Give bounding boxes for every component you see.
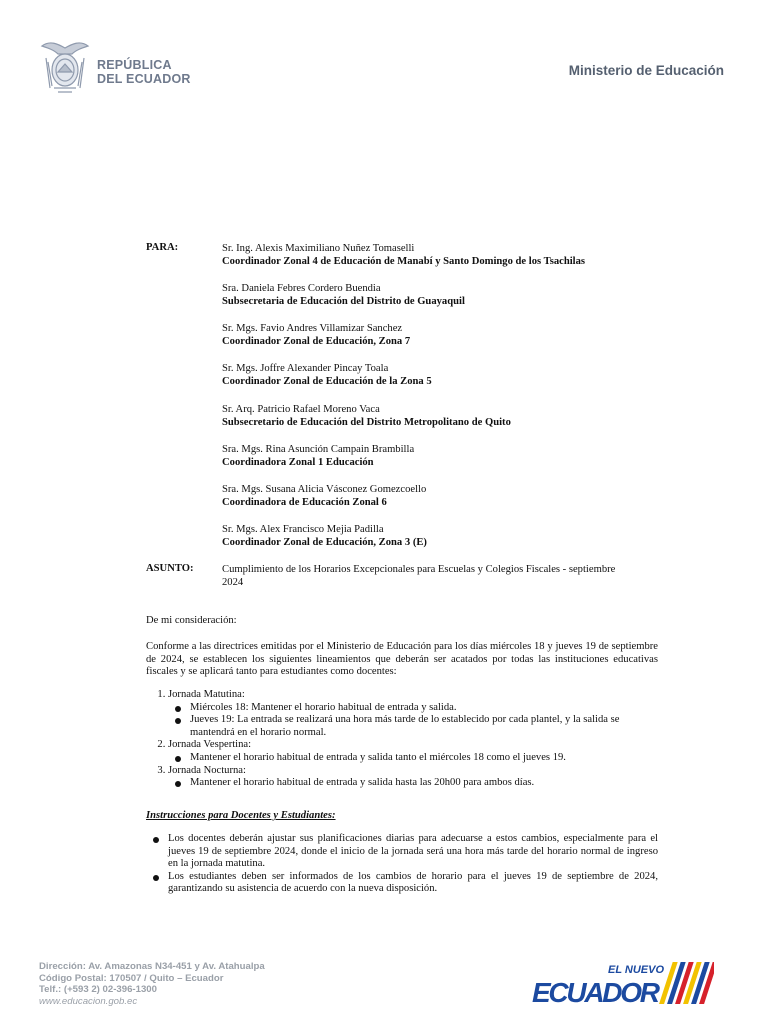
recipient	[222, 523, 427, 549]
recipient-name: Sr. Mgs. Favio Andres Villamizar Sanchez	[222, 323, 403, 334]
recipient-name: Sra. Daniela Febres Cordero Buendia	[222, 283, 381, 294]
recipient	[222, 322, 410, 348]
list-item: Mantener el horario habitual de entrada y salida tanto el miércoles 18 como el jueves 19.	[190, 752, 658, 765]
list-item: Mantener el horario habitual de entrada y salida hasta las 20h00 para ambos días.	[190, 777, 658, 790]
recipient-role: Coordinador Zonal de Educación de la Zona 5	[222, 376, 432, 387]
schedule-list	[146, 689, 658, 790]
el-nuevo-ecuador-logo	[530, 958, 714, 1008]
country-line-1: REPÚBLICA	[97, 58, 172, 72]
list-item	[168, 765, 658, 790]
footer-contact	[39, 961, 265, 1007]
asunto-label: ASUNTO:	[146, 563, 194, 574]
recipient-role: Coordinador Zonal 4 de Educación de Manabí y Santo Domingo de los Tsachilas	[222, 256, 586, 267]
recipient-role: Coordinadora Zonal 1 Educación	[222, 457, 374, 468]
greeting: De mi consideración:	[146, 615, 237, 626]
asunto-line-1: Cumplimiento de los Horarios Excepcionales para Escuelas y Colegios Fiscales - septiembre	[222, 564, 616, 575]
ministry-name: Ministerio de Educación	[568, 63, 724, 78]
list-item: Los docentes deberán ajustar sus planificaciones diarias para adecuarse a estos cambios, especialmente para el jueves 19 de septiembre 2024, donde el inicio de la jornada será una hora más tarde del horario normal de ingreso en la jornada matutina.	[168, 833, 658, 870]
recipient	[222, 282, 465, 308]
footer-phone: Telf.: (+593 2) 02-396-1300	[39, 984, 157, 995]
recipient	[222, 242, 585, 268]
asunto-text	[222, 563, 615, 589]
country-name	[97, 58, 191, 86]
para-label: PARA:	[146, 242, 179, 253]
recipient-name: Sra. Mgs. Rina Asunción Campain Brambilla	[222, 444, 415, 455]
recipient-name: Sr. Mgs. Alex Francisco Mejia Padilla	[222, 524, 384, 535]
recipient-role: Coordinadora de Educación Zonal 6	[222, 497, 387, 508]
ecuador-coat-of-arms-icon	[36, 36, 94, 96]
jornada-title: Jornada Vespertina:	[168, 739, 252, 751]
jornada-title: Jornada Nocturna:	[168, 764, 246, 776]
list-item	[168, 689, 658, 739]
logo-big-text: ECUADOR	[532, 977, 660, 1008]
recipient-name: Sr. Mgs. Joffre Alexander Pincay Toala	[222, 363, 389, 374]
country-line-2: DEL ECUADOR	[97, 72, 191, 86]
recipient-name: Sr. Ing. Alexis Maximiliano Nuñez Tomaselli	[222, 243, 415, 254]
instructions-list	[146, 833, 658, 896]
recipient	[222, 362, 432, 388]
footer-address: Dirección: Av. Amazonas N34-451 y Av. Atahualpa	[39, 961, 265, 972]
logo-small-text: EL NUEVO	[608, 964, 665, 976]
instructions-heading: Instrucciones para Docentes y Estudiantes:	[146, 810, 336, 821]
list-item: Los estudiantes deben ser informados de los cambios de horario para el jueves 19 de septiembre de 2024, garantizando su asistencia de acuerdo con la nueva disposición.	[168, 870, 658, 895]
list-item: Jueves 19: La entrada se realizará una hora más tarde de lo establecido por cada plantel, y la salida se mantendrá en el horario normal.	[190, 714, 658, 739]
recipient	[222, 403, 511, 429]
jornada-title: Jornada Matutina:	[168, 689, 245, 700]
recipient-role: Coordinador Zonal de Educación, Zona 7	[222, 336, 411, 347]
recipient-role: Subsecretario de Educación del Distrito Metropolitano de Quito	[222, 417, 511, 428]
list-item: Miércoles 18: Mantener el horario habitual de entrada y salida.	[190, 702, 658, 715]
recipient-name: Sra. Mgs. Susana Alicia Vásconez Gomezcoello	[222, 484, 427, 495]
recipient-role: Subsecretaria de Educación del Distrito de Guayaquil	[222, 296, 465, 307]
list-item	[168, 739, 658, 764]
recipient-role: Coordinador Zonal de Educación, Zona 3 (E)	[222, 537, 427, 548]
intro-paragraph: Conforme a las directrices emitidas por el Ministerio de Educación para los días miércoles 18 y jueves 19 de septiembre de 2024, se establecen los siguientes lineamientos que deberán ser acatados por todas las instituciones educativas fiscales y se aplicará tanto para estudiantes como docentes:	[146, 641, 658, 678]
asunto-line-2: 2024	[222, 577, 244, 588]
footer-website[interactable]: www.educacion.gob.ec	[39, 995, 138, 1007]
recipient-name: Sr. Arq. Patricio Rafael Moreno Vaca	[222, 404, 380, 415]
recipient	[222, 443, 414, 469]
footer-postal: Código Postal: 170507 / Quito – Ecuador	[39, 972, 224, 984]
recipient	[222, 483, 426, 509]
